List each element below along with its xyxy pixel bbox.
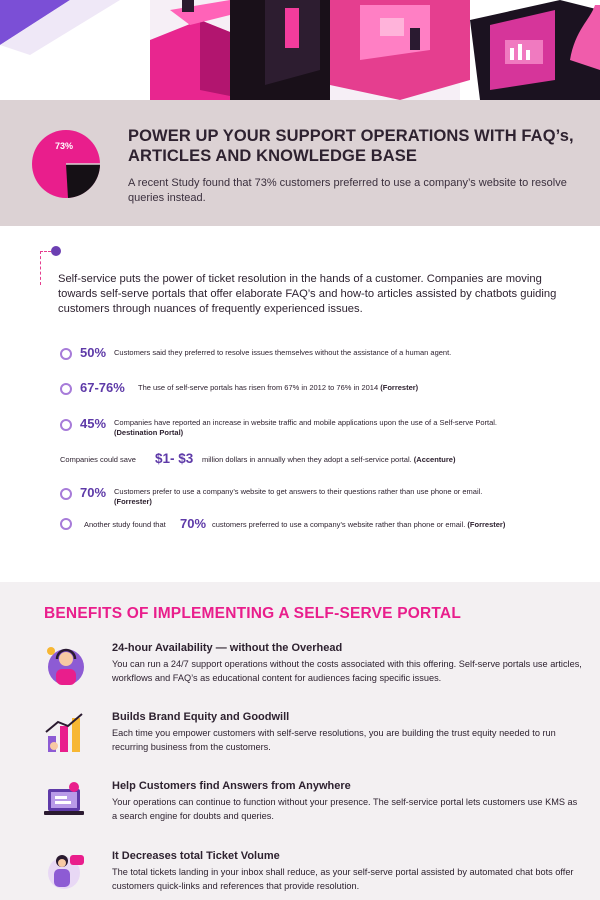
stat-number: $1- $3 bbox=[155, 451, 194, 466]
timeline-connector-h bbox=[40, 251, 51, 252]
intro-paragraph: Self-service puts the power of ticket resolution in the hands of a customer. Companies are moving towards self-serve portals that offer elaborate FAQ’s and how-to articles assisted by chatbots guiding customers through nuances of frequently experienced issues. bbox=[58, 273, 557, 315]
brand-growth-icon bbox=[42, 710, 88, 756]
benefit-heading: It Decreases total Ticket Volume bbox=[112, 850, 280, 862]
stat-text: Customers prefer to use a company’s website to get answers to their questions rather than use phone or email. (Forrester) bbox=[114, 487, 483, 506]
isometric-city-illustration bbox=[0, 0, 600, 100]
benefit-text: The total tickets landing in your inbox shall reduce, as your self-serve portal assisted by automated chat bots offer customers quick-links and references that provide resolution. bbox=[112, 867, 574, 891]
chat-bot-icon bbox=[42, 847, 88, 893]
stat-number: 50% bbox=[80, 345, 107, 360]
support-agent-icon bbox=[42, 643, 88, 689]
benefit-text: Each time you empower customers with self-serve resolutions, you are building the trust equity needed to run recurring business from the customers. bbox=[112, 728, 556, 752]
stat-text: Customers said they preferred to resolve issues themselves without the assistance of a human agent. bbox=[114, 348, 452, 357]
page-title: POWER UP YOUR SUPPORT OPERATIONS WITH FAQ’s, ARTICLES AND KNOWLEDGE BASE bbox=[128, 127, 574, 165]
stat-text: customers preferred to use a company’s website rather than phone or email. (Forrester) bbox=[212, 520, 506, 529]
stat-source: (Forrester) bbox=[114, 497, 152, 506]
stat-text: Companies have reported an increase in website traffic and mobile applications upon the use of a Self-serve Portal. (Destination Portal) bbox=[114, 418, 497, 437]
bullet-ring-icon bbox=[60, 383, 72, 395]
stat-text: million dollars in annually when they adopt a self-service portal. (Accenture) bbox=[202, 455, 456, 464]
benefit-text: You can run a 24/7 support operations without the costs associated with this offering. Self-serve portals use articles, workflows and FAQ’s as educational content for audiences facing specific issues. bbox=[112, 659, 582, 683]
stat-source: (Destination Portal) bbox=[114, 428, 184, 437]
bullet-ring-icon bbox=[60, 419, 72, 431]
stat-text: The use of self-serve portals has risen from 67% in 2012 to 76% in 2014 (Forrester) bbox=[138, 383, 419, 392]
stat-source: (Accenture) bbox=[413, 455, 456, 464]
benefits-title: BENEFITS OF IMPLEMENTING A SELF-SERVE PORTAL bbox=[44, 605, 461, 622]
stat-number: 70% bbox=[80, 485, 107, 500]
stat-number: 45% bbox=[80, 416, 107, 431]
stat-prefix: Companies could save bbox=[60, 455, 136, 464]
page-subtitle: A recent Study found that 73% customers preferred to use a company’s website to resolve queries instead. bbox=[128, 177, 567, 204]
timeline-connector bbox=[40, 251, 41, 285]
pie-percentage: 73% bbox=[54, 141, 73, 151]
benefit-text: Your operations can continue to function without your presence. The self-service portal lets customers use KMS as a search engine for doubts and queries. bbox=[112, 797, 578, 821]
bullet-ring-icon bbox=[60, 348, 72, 360]
stat-number: 67-76% bbox=[80, 380, 125, 395]
hero-illustration bbox=[0, 0, 600, 100]
benefit-heading: 24-hour Availability — without the Overhead bbox=[112, 642, 343, 654]
stat-source: (Forrester) bbox=[467, 520, 506, 529]
bullet-ring-icon bbox=[60, 518, 72, 530]
stat-source: (Forrester) bbox=[380, 383, 419, 392]
pie-chart-icon bbox=[30, 128, 102, 200]
laptop-search-icon bbox=[42, 779, 88, 825]
bullet-ring-icon bbox=[60, 488, 72, 500]
stat-number: 70% bbox=[180, 516, 207, 531]
benefit-heading: Builds Brand Equity and Goodwill bbox=[112, 711, 290, 723]
timeline-dot bbox=[51, 246, 61, 256]
stat-prefix: Another study found that bbox=[84, 520, 166, 529]
benefit-heading: Help Customers find Answers from Anywhere bbox=[112, 780, 351, 792]
